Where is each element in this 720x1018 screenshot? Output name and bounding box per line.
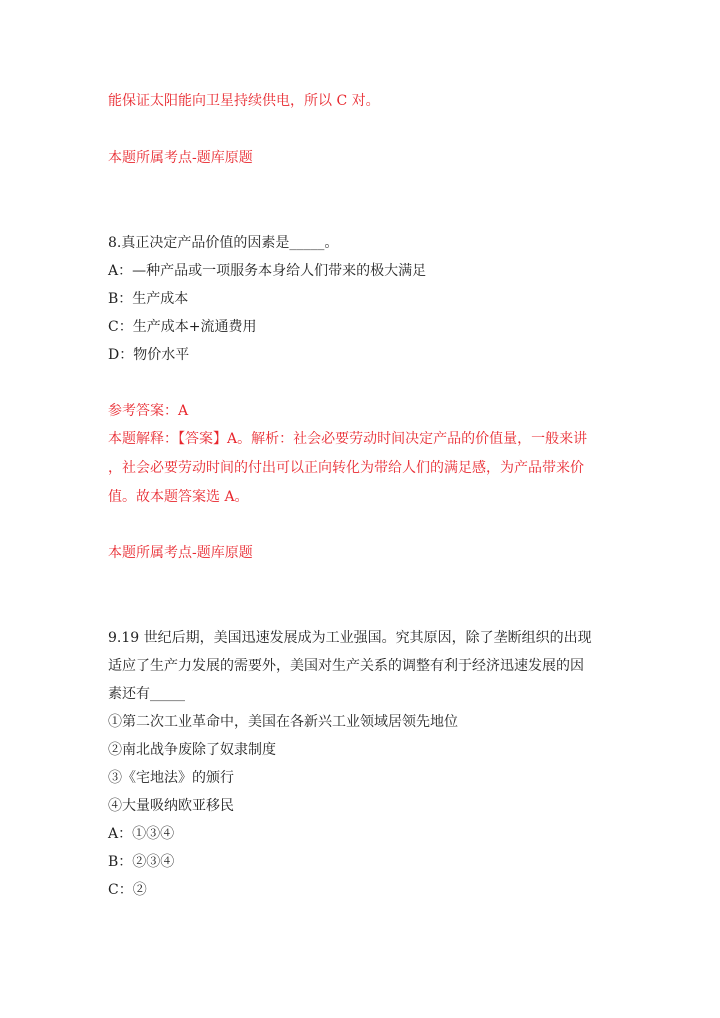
q9-item-4: ④大量吸纳欧亚移民 [108,798,234,814]
q8-option-b: B：生产成本 [108,291,189,307]
q9-option-a: A：①③④ [108,826,175,842]
q9-option-b: B：②③④ [108,854,175,870]
q8-explanation-line-3: 值。故本题答案选 A。 [108,489,249,505]
q8-option-d: D：物价水平 [108,347,190,363]
q9-stem-line-3: 素还有_____ [108,686,185,702]
q9-item-2: ②南北战争废除了奴隶制度 [108,742,276,758]
q8-answer: 参考答案：A [108,403,189,419]
q8-option-a: A：—种产品或一项服务本身给人们带来的极大满足 [108,263,427,279]
q8-explanation-line-1: 本题解释：【答案】A。解析：社会必要劳动时间决定产品的价值量，一般来讲 [108,431,588,447]
intro-tail-line: 能保证太阳能向卫星持续供电，所以 C 对。 [108,93,380,109]
intro-topic-tag: 本题所属考点-题库原题 [108,150,253,166]
q8-explanation-line-2: ，社会必要劳动时间的付出可以正向转化为带给人们的满足感，为产品带来价 [108,460,584,476]
q9-stem-line-2: 适应了生产力发展的需要外，美国对生产关系的调整有利于经济迅速发展的因 [108,658,584,674]
q9-stem-line-1: 9.19 世纪后期，美国迅速发展成为工业强国。究其原因，除了垄断组织的出现 [108,630,592,646]
q8-topic-tag: 本题所属考点-题库原题 [108,545,253,561]
q8-option-c: C：生产成本+流通费用 [108,319,257,335]
q9-option-c: C：② [108,882,147,898]
q8-stem: 8.真正决定产品价值的因素是_____。 [108,235,339,251]
q9-item-3: ③《宅地法》的颁行 [108,770,234,786]
q9-item-1: ①第二次工业革命中，美国在各新兴工业领域居领先地位 [108,714,458,730]
